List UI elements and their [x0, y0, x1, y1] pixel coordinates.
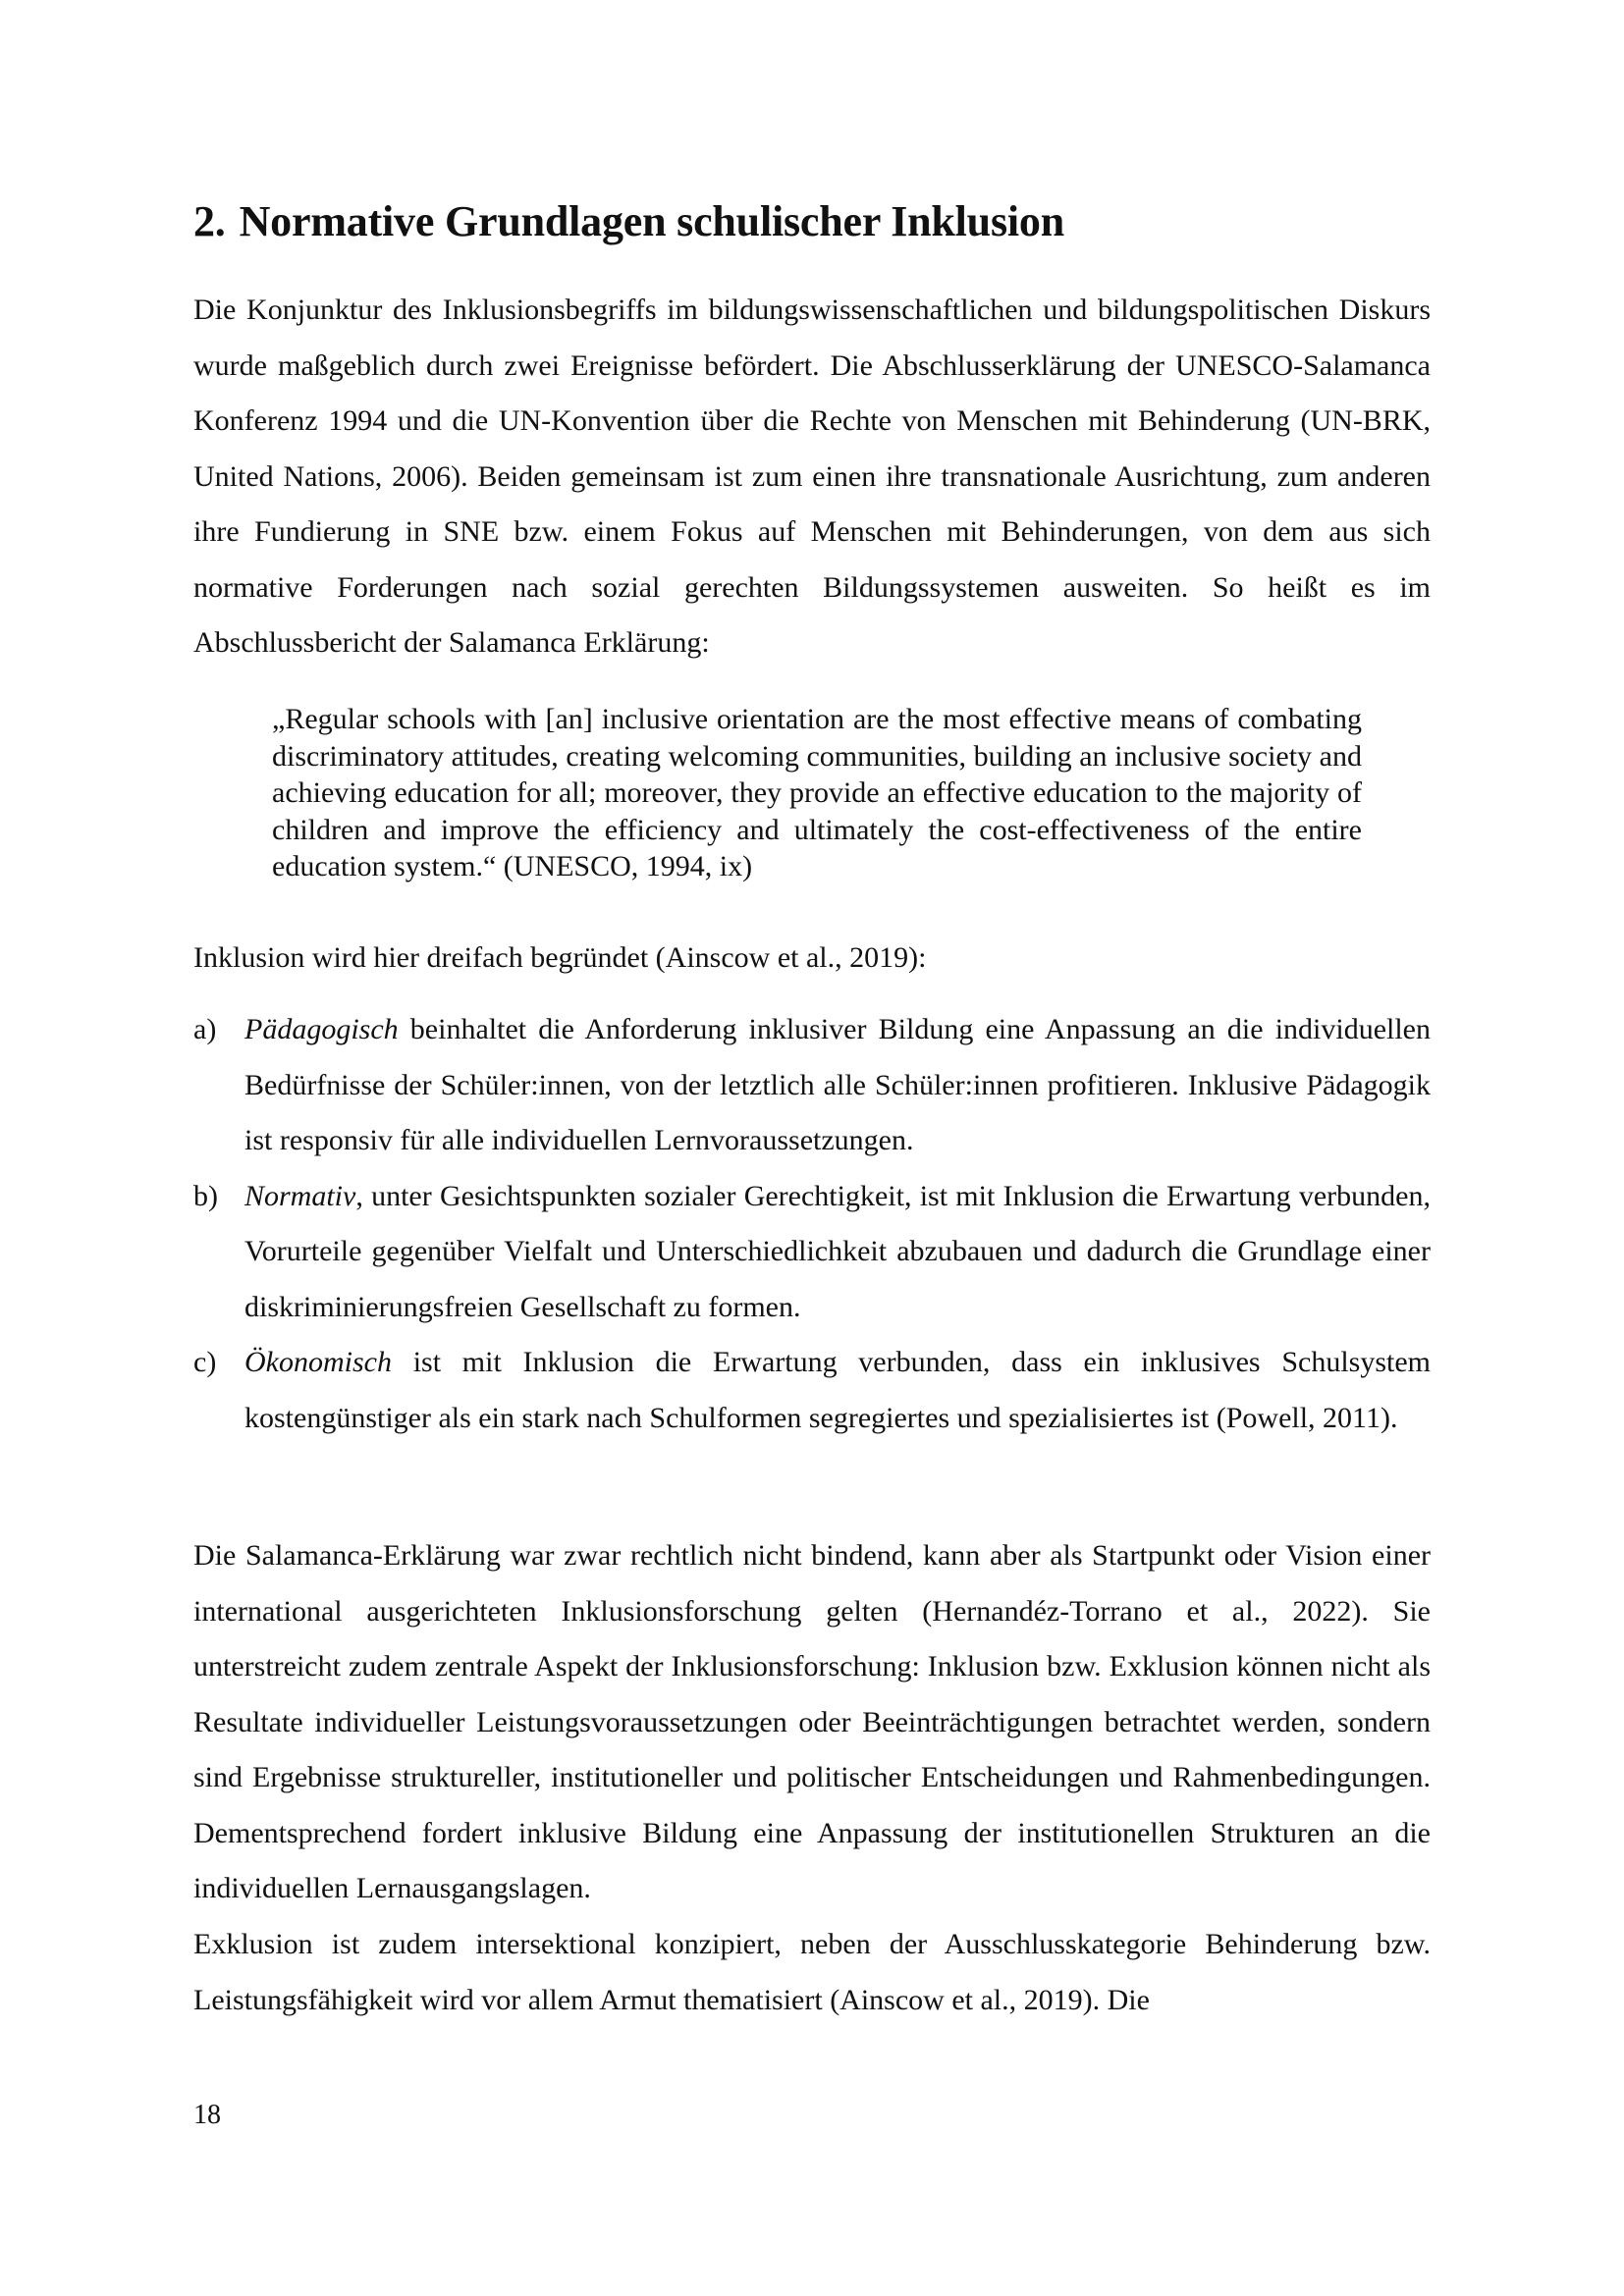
salamanca-paragraph: Die Salamanca-Erklärung war zwar rechtlich nicht bindend, kann aber als Startpunkt oder Vision einer international ausgerichteten Inklusionsforschung gelten (Hernandéz-Torrano et al., 2022). Sie unterstreicht zudem zentrale Aspekt der Inklusionsforschung: Inklusion bzw. Exklusion können nicht als Resultate individueller Leistungsvoraussetzungen oder Beeinträchtigungen betrachtet werden, sondern sind Ergebnisse struktureller, institutioneller und politischer Entscheidungen und Rahmenbedingungen. Dementsprechend fordert inklusive Bildung eine Anpassung der institutionellen Strukturen an die individuellen Lernausgangslagen.: [193, 1539, 1431, 1904]
list-item-b: [193, 1169, 1431, 1336]
list-term: Pädagogisch: [244, 1013, 399, 1045]
list-term: Normativ: [244, 1179, 356, 1212]
exclusion-paragraph: Exklusion ist zudem intersektional konzipiert, neben der Ausschlusskategorie Behinderung bzw. Leistungsfähigkeit wird vor allem Armut thematisiert (Ainscow et al., 2019). Die: [193, 1928, 1431, 2016]
list-marker: b): [193, 1179, 218, 1212]
section-title: Normative Grundlagen schulischer Inklusion: [239, 197, 1064, 245]
list-item-a: [193, 1002, 1431, 1169]
block-quote: „Regular schools with [an] inclusive orientation are the most effective means of combating discriminatory attitudes, creating welcoming communities, building an inclusive society and achieving education for all; moreover, they provide an effective education to the majority of children and improve the efficiency and ultimately the cost-effectiveness of the entire education system.“ (UNESCO, 1994, ix): [272, 703, 1362, 882]
section-heading: [193, 194, 1431, 249]
justification-list: [193, 1002, 1431, 1446]
section-number: 2.: [193, 197, 226, 245]
page-number: 18: [193, 2100, 221, 2130]
list-marker: c): [193, 1346, 217, 1378]
list-text: , unter Gesichtspunkten sozialer Gerechtigkeit, ist mit Inklusion die Erwartung verbunden, Vorurteile gegenüber Vielfalt und Unterschiedlichkeit abzubauen und dadurch die Grundlage einer diskriminierungsfreien Gesellschaft zu formen.: [244, 1179, 1431, 1323]
list-intro-paragraph: Inklusion wird hier dreifach begründet (Ainscow et al., 2019):: [193, 941, 927, 974]
list-term: Ökonomisch: [244, 1346, 392, 1378]
intro-paragraph: Die Konjunktur des Inklusionsbegriffs im bildungswissenschaftlichen und bildungspolitischen Diskurs wurde maßgeblich durch zwei Ereignisse befördert. Die Abschlusserklärung der UNESCO-Salamanca Konferenz 1994 und die UN-Konvention über die Rechte von Menschen mit Behinderung (UN-BRK, United Nations, 2006). Beiden gemeinsam ist zum einen ihre transnationale Ausrichtung, zum anderen ihre Fundierung in SNE bzw. einem Fokus auf Menschen mit Behinderungen, von dem aus sich normative Forderungen nach sozial gerechten Bildungssystemen ausweiten. So heißt es im Abschlussbericht der Salamanca Erklärung:: [193, 294, 1431, 659]
list-item-c: [193, 1335, 1431, 1446]
list-text: ist mit Inklusion die Erwartung verbunden, dass ein inklusives Schulsystem kostengünstiger als ein stark nach Schulformen segregiertes und spezialisiertes ist (Powell, 2011).: [244, 1346, 1431, 1434]
list-marker: a): [193, 1013, 217, 1045]
list-text: beinhaltet die Anforderung inklusiver Bildung eine Anpassung an die individuellen Bedürfnisse der Schüler:innen, von der letztlich alle Schüler:innen profitieren. Inklusive Pädagogik ist responsiv für alle individuellen Lernvoraussetzungen.: [244, 1013, 1431, 1156]
